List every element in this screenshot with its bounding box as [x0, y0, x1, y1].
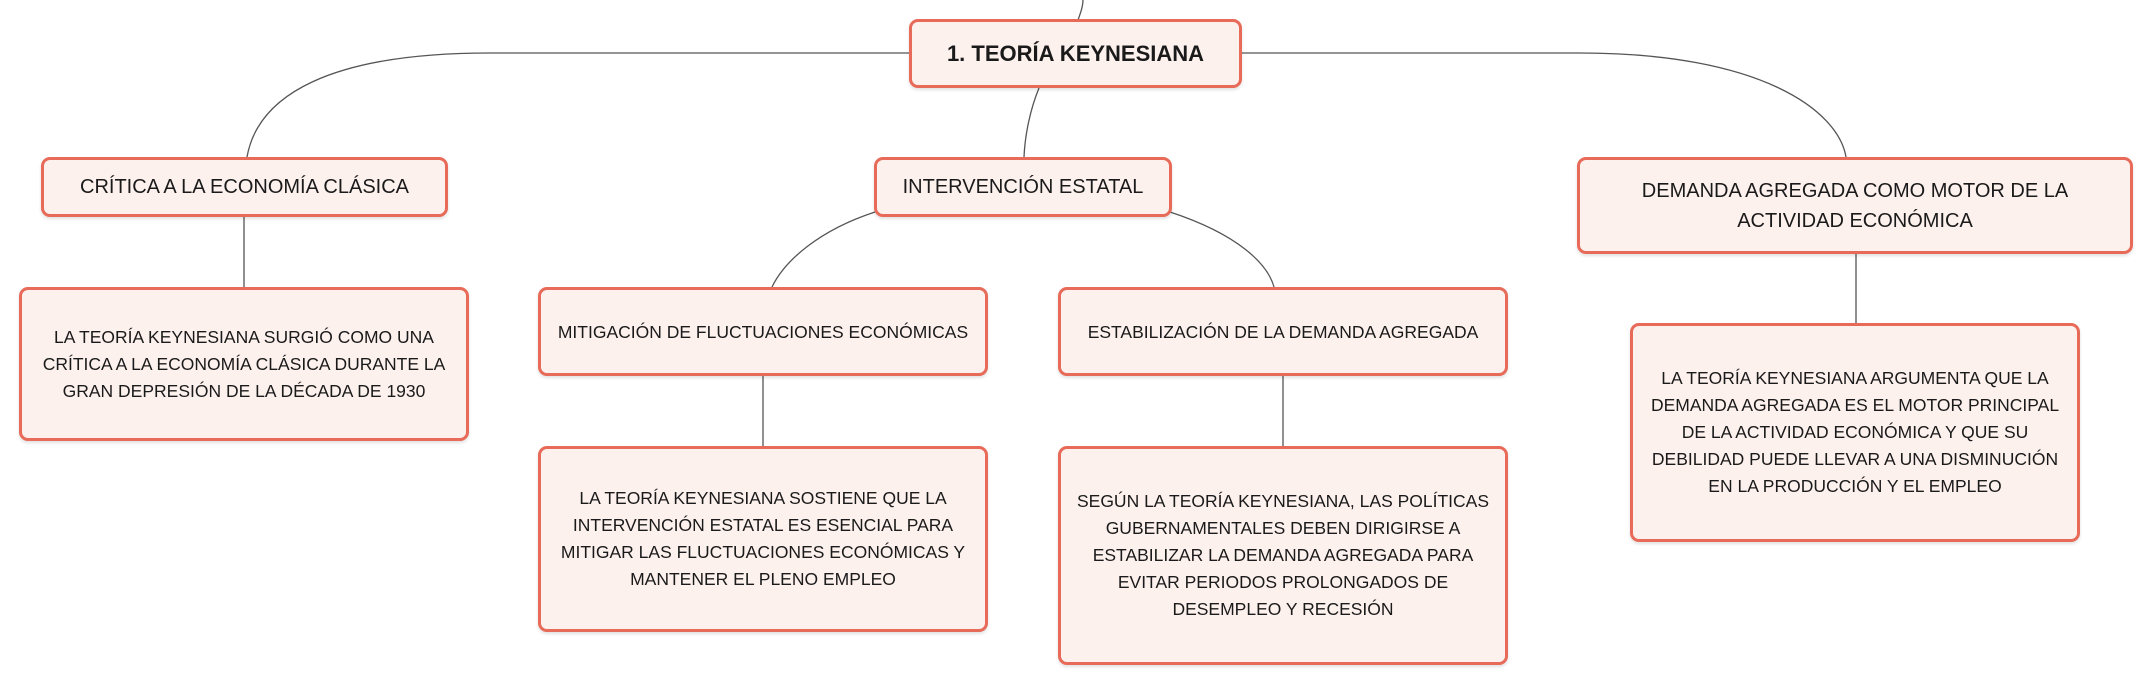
critica-detail-text: LA TEORÍA KEYNESIANA SURGIÓ COMO UNA CRÍTICA A LA ECONOMÍA CLÁSICA DURANTE LA GRAN DEPRESIÓN DE LA DÉCADA DE 1930	[42, 326, 446, 401]
branch-demanda-label: DEMANDA AGREGADA COMO MOTOR DE LA ACTIVIDAD ECONÓMICA	[1641, 179, 2069, 232]
edge-to-parent	[1078, 0, 1083, 20]
demanda-detail-text: LA TEORÍA KEYNESIANA ARGUMENTA QUE LA DEMANDA AGREGADA ES EL MOTOR PRINCIPAL DE LA ACTIVIDAD ECONÓMICA Y QUE SU DEBILIDAD PUEDE LLEVAR A UNA DISMINUCIÓN EN LA PRODUCCIÓN Y EL EMPLEO	[1650, 368, 2060, 496]
edge-intervencion-estabilizacion	[1170, 212, 1274, 287]
edge-root-intervencion	[1024, 88, 1039, 157]
branch-critica-node[interactable]	[41, 157, 448, 217]
sub-estabilizacion-label: ESTABILIZACIÓN DE LA DEMANDA AGREGADA	[1087, 321, 1479, 342]
sub-mitigacion-node[interactable]	[538, 287, 988, 376]
root-node[interactable]	[909, 19, 1242, 88]
branch-intervencion-label: INTERVENCIÓN ESTATAL	[902, 176, 1144, 198]
root-label: 1. TEORÍA KEYNESIANA	[946, 40, 1205, 66]
demanda-detail-node[interactable]	[1630, 323, 2080, 542]
estabilizacion-detail-node[interactable]	[1058, 446, 1508, 665]
edge-intervencion-mitigacion	[772, 212, 875, 287]
sub-mitigacion-label: MITIGACIÓN DE FLUCTUACIONES ECONÓMICAS	[557, 321, 969, 342]
estabilizacion-detail-text: SEGÚN LA TEORÍA KEYNESIANA, LAS POLÍTICAS GUBERNAMENTALES DEBEN DIRIGIRSE A ESTABILIZAR LA DEMANDA AGREGADA PARA EVITAR PERIODOS PROLONGADOS DE DESEMPLEO Y RECESIÓN	[1076, 491, 1490, 619]
critica-detail-node[interactable]	[19, 287, 469, 441]
mitigacion-detail-node[interactable]	[538, 446, 988, 632]
sub-estabilizacion-node[interactable]	[1058, 287, 1508, 376]
edge-root-demanda	[1242, 53, 1846, 157]
branch-intervencion-node[interactable]	[874, 157, 1172, 217]
edge-root-critica	[247, 53, 909, 157]
branch-critica-label: CRÍTICA A LA ECONOMÍA CLÁSICA	[80, 176, 409, 198]
branch-demanda-node[interactable]	[1577, 157, 2133, 254]
mitigacion-detail-text: LA TEORÍA KEYNESIANA SOSTIENE QUE LA INTERVENCIÓN ESTATAL ES ESENCIAL PARA MITIGAR LAS FLUCTUACIONES ECONÓMICAS Y MANTENER EL PLENO EMPLEO	[560, 488, 966, 589]
